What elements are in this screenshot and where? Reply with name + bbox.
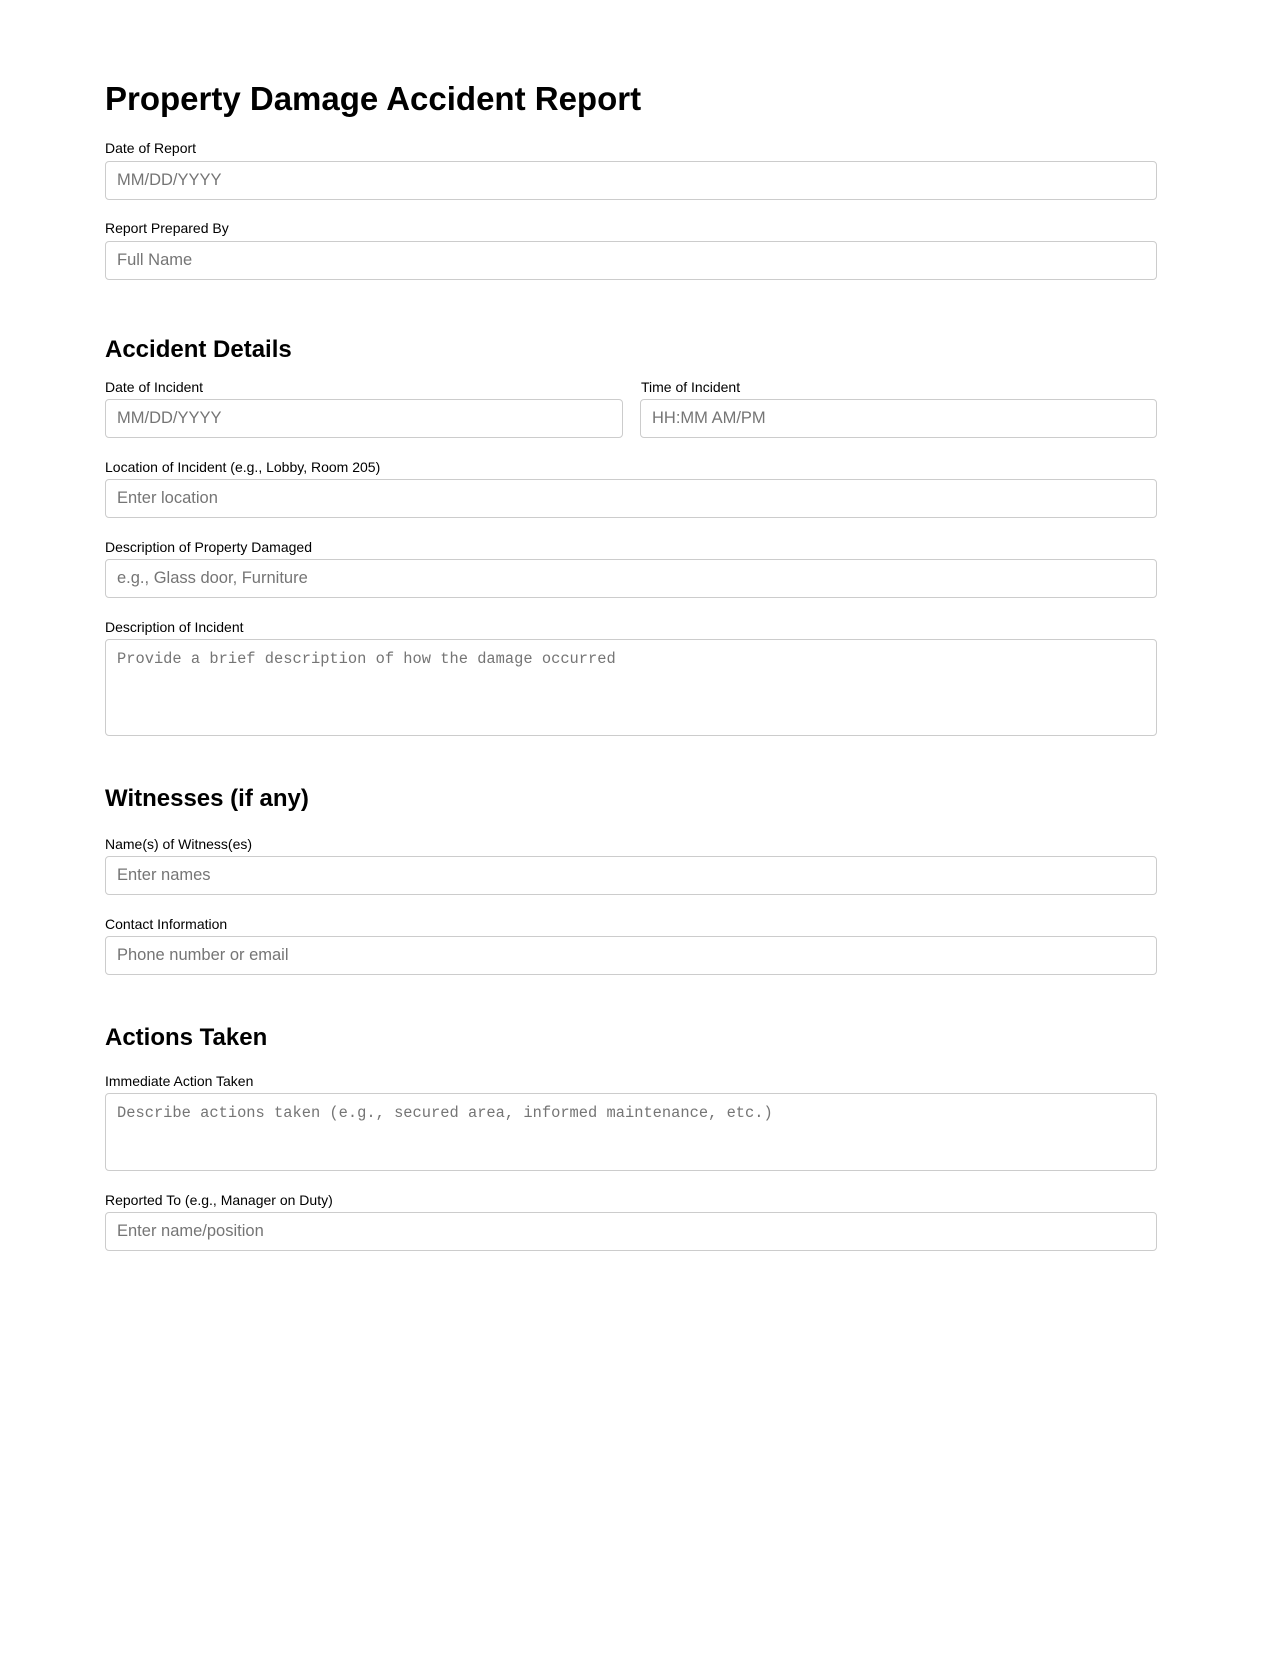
date-of-report-label: Date of Report — [105, 140, 197, 156]
property-damaged-label: Description of Property Damaged — [105, 539, 312, 555]
date-of-incident-label: Date of Incident — [105, 379, 204, 395]
date-of-incident-input[interactable] — [105, 399, 623, 438]
time-of-incident-label: Time of Incident — [641, 379, 741, 395]
immediate-action-label: Immediate Action Taken — [105, 1073, 254, 1089]
location-of-incident-input[interactable] — [105, 479, 1157, 518]
reported-to-input[interactable] — [105, 1212, 1157, 1251]
immediate-action-textarea[interactable] — [105, 1093, 1157, 1171]
witnesses-heading: Witnesses (if any) — [105, 785, 309, 812]
report-prepared-by-input[interactable] — [105, 241, 1157, 280]
time-of-incident-input[interactable] — [640, 399, 1157, 438]
location-of-incident-label: Location of Incident (e.g., Lobby, Room 205) — [105, 459, 381, 475]
property-damaged-input[interactable] — [105, 559, 1157, 598]
date-of-report-input[interactable] — [105, 161, 1157, 200]
actions-taken-heading: Actions Taken — [105, 1024, 268, 1051]
page-title: Property Damage Accident Report — [105, 80, 642, 117]
report-prepared-by-label: Report Prepared By — [105, 220, 229, 236]
reported-to-label: Reported To (e.g., Manager on Duty) — [105, 1192, 333, 1208]
witness-names-input[interactable] — [105, 856, 1157, 895]
accident-details-heading: Accident Details — [105, 336, 292, 363]
description-of-incident-textarea[interactable] — [105, 639, 1157, 736]
witness-contact-label: Contact Information — [105, 916, 228, 932]
witness-contact-input[interactable] — [105, 936, 1157, 975]
witness-names-label: Name(s) of Witness(es) — [105, 836, 253, 852]
description-of-incident-label: Description of Incident — [105, 619, 244, 635]
